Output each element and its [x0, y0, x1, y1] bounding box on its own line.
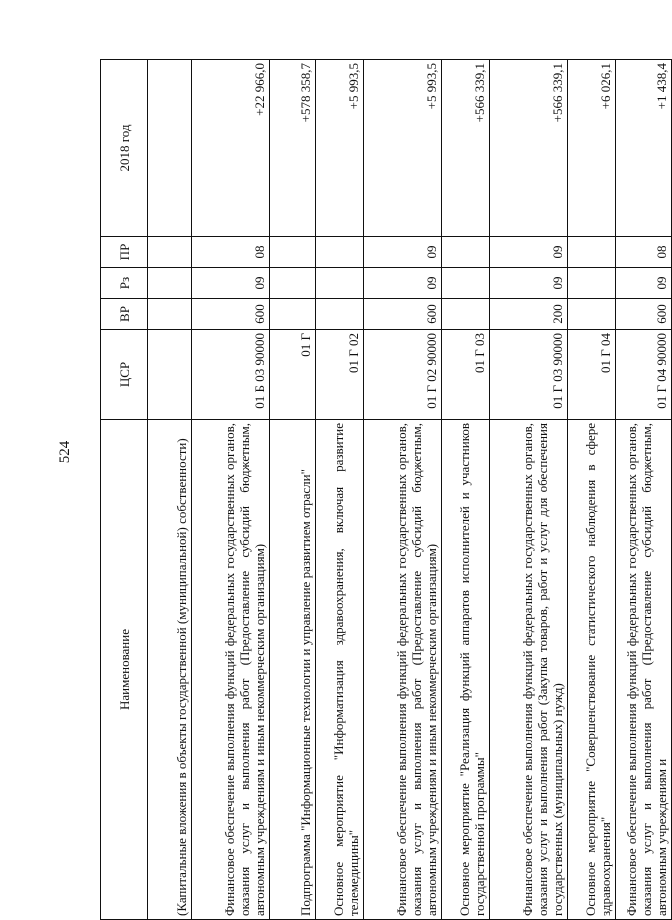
- row-name: Финансовое обеспечение выполнения функций федеральных государственных органов, оказания услуг и выполнения работ (Предоставление субсидий бюджетным, автономным учреждениям и иным некоммерческим организациям): [364, 420, 442, 920]
- row-name: Подпрограмма "Информационные технологии и управление развитием отрасли": [270, 420, 316, 920]
- row-vr: 600: [616, 299, 672, 330]
- row-rz: 09: [616, 268, 672, 299]
- row-pr: [442, 237, 490, 268]
- row-pr: [316, 237, 364, 268]
- column-header-rz: Рз: [101, 268, 148, 299]
- row-name: Финансовое обеспечение выполнения функций федеральных государственных органов, оказания услуг и выполнения работ (Предоставление субсидий бюджетным, автономным учреждениям и иным некоммерческим организациям): [192, 420, 270, 920]
- row-pr: 08: [192, 237, 270, 268]
- column-header-pr: ПР: [101, 237, 148, 268]
- table-row: [568, 60, 616, 920]
- column-header-vr: ВР: [101, 299, 148, 330]
- row-vr: [270, 299, 316, 330]
- table-row: [616, 60, 672, 920]
- row-vr: 600: [192, 299, 270, 330]
- row-vr: 200: [490, 299, 568, 330]
- row-sum: +566 339,1: [490, 60, 568, 237]
- rotated-page-content: [100, 60, 669, 920]
- row-sum: +5 993,5: [364, 60, 442, 237]
- row-name: (Капитальные вложения в объекты государственной (муниципальной) собственности): [148, 420, 192, 920]
- row-sum: +5 993,5: [316, 60, 364, 237]
- row-rz: [442, 268, 490, 299]
- page-number: 524: [57, 440, 73, 464]
- row-pr: [270, 237, 316, 268]
- row-sum: +22 966,0: [192, 60, 270, 237]
- table-row: [442, 60, 490, 920]
- row-sum: [148, 60, 192, 237]
- row-csr: 01 Г 03 90000: [490, 330, 568, 420]
- row-name: Финансовое обеспечение выполнения функций федеральных государственных органов, оказания услуг и выполнения работ (Закупка товаров, работ и услуг для обеспечения государственных (муниципальных) нужд): [490, 420, 568, 920]
- row-pr: 09: [364, 237, 442, 268]
- row-name: Основное мероприятие "Реализация функций аппаратов исполнителей и участников государственной программы": [442, 420, 490, 920]
- table-row: [316, 60, 364, 920]
- table-header-row: [101, 60, 148, 920]
- row-sum: +566 339,1: [442, 60, 490, 237]
- row-rz: [148, 268, 192, 299]
- row-csr: 01 Г: [270, 330, 316, 420]
- row-vr: [568, 299, 616, 330]
- row-rz: [316, 268, 364, 299]
- row-csr: 01 Г 02: [316, 330, 364, 420]
- row-pr: 08: [616, 237, 672, 268]
- table-row: [364, 60, 442, 920]
- row-pr: [148, 237, 192, 268]
- row-name: Основное мероприятие "Совершенствование статистического наблюдения в сфере здравоохранения": [568, 420, 616, 920]
- table-row: [490, 60, 568, 920]
- row-csr: [148, 330, 192, 420]
- row-rz: 09: [364, 268, 442, 299]
- row-csr: 01 Г 04 90000: [616, 330, 672, 420]
- table-row: [148, 60, 192, 920]
- row-sum: +578 358,7: [270, 60, 316, 237]
- table-row: [192, 60, 270, 920]
- column-header-name: Наименование: [101, 420, 148, 920]
- row-vr: [316, 299, 364, 330]
- table-row: [270, 60, 316, 920]
- budget-table: [100, 59, 672, 920]
- row-vr: [148, 299, 192, 330]
- row-rz: [568, 268, 616, 299]
- row-vr: [442, 299, 490, 330]
- row-csr: 01 Г 03: [442, 330, 490, 420]
- row-rz: [270, 268, 316, 299]
- row-rz: 09: [192, 268, 270, 299]
- row-pr: [568, 237, 616, 268]
- row-csr: 01 Г 02 90000: [364, 330, 442, 420]
- row-sum: +6 026,1: [568, 60, 616, 237]
- column-header-year: 2018 год: [101, 60, 148, 237]
- row-name: Финансовое обеспечение выполнения функций федеральных государственных органов, оказания услуг и выполнения работ (Предоставление субсидий бюджетным, автономным учреждениям и: [616, 420, 672, 920]
- row-sum: +1 438,4: [616, 60, 672, 237]
- column-header-csr: ЦСР: [101, 330, 148, 420]
- row-rz: 09: [490, 268, 568, 299]
- row-pr: 09: [490, 237, 568, 268]
- row-vr: 600: [364, 299, 442, 330]
- row-name: Основное мероприятие "Информатизация здравоохранения, включая развитие телемедицины": [316, 420, 364, 920]
- row-csr: 01 Г 04: [568, 330, 616, 420]
- row-csr: 01 Б 03 90000: [192, 330, 270, 420]
